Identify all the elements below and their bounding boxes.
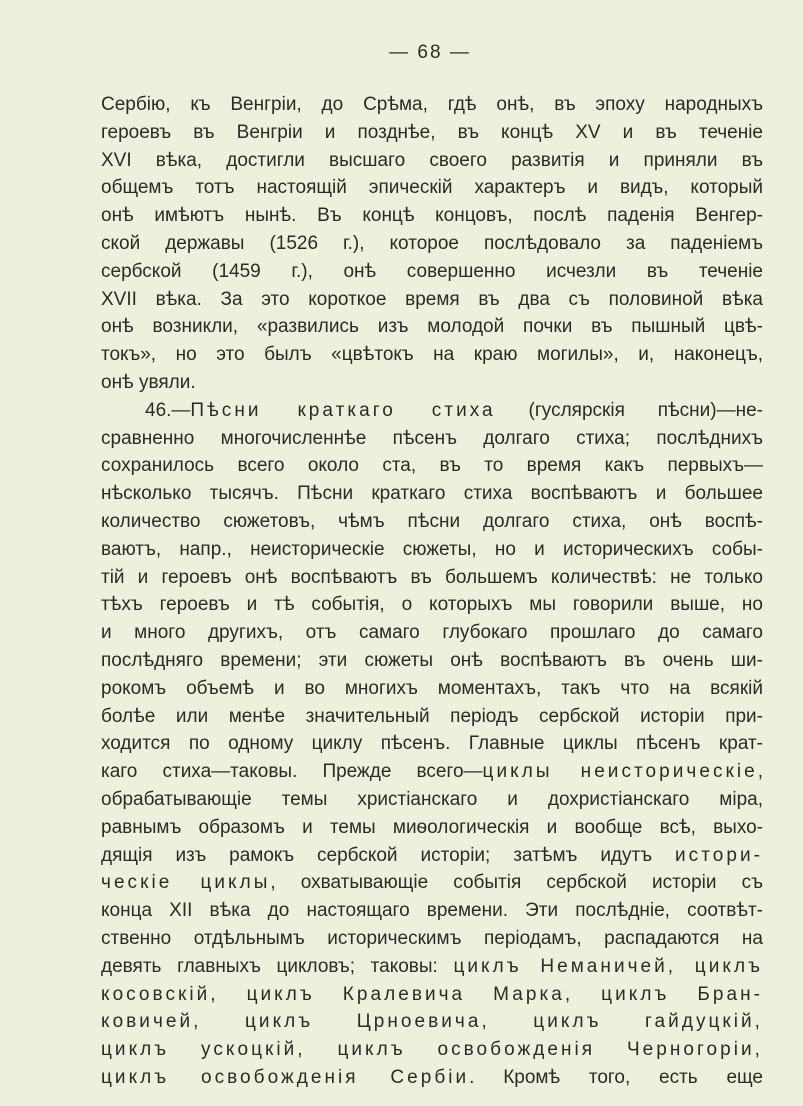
text-line	[101, 1064, 763, 1092]
text-line	[101, 619, 763, 647]
text-segment: равнымъ образомъ и темы миѳологическія и вообще всѣ, выхо-	[101, 816, 763, 838]
text-line	[101, 313, 763, 341]
text-segment: сравненно многочисленнѣе пѣсенъ долгаго стиха; послѣднихъ	[101, 427, 763, 449]
text-segment: и много другихъ, отъ самаго глубокаго прошлаго до самаго	[101, 622, 763, 644]
spaced-emphasis-text: косовскій, циклъ Кралевича Марка, циклъ Бран-	[101, 983, 763, 1005]
spaced-emphasis-text: циклы неисторическіе	[482, 761, 758, 783]
text-segment: рокомъ объемѣ и во многихъ моментахъ, такъ что на всякій	[101, 677, 763, 699]
text-segment: количество сюжетовъ, чѣмъ пѣсни долгаго стиха, онѣ воспѣ-	[101, 510, 763, 532]
text-segment: каго стиха—таковы. Прежде всего—	[101, 761, 483, 783]
text-line	[101, 174, 763, 202]
text-segment: . Кромѣ того, есть еще	[469, 1066, 763, 1088]
text-segment: обрабатывающіе темы христіанскаго и дохристіанскаго міра,	[101, 788, 763, 810]
text-line	[101, 480, 763, 508]
text-segment: общемъ тотъ настоящій эпическій характеръ и видъ, который	[101, 177, 763, 199]
spaced-emphasis-text: циклъ ускоцкій, циклъ освобожденія Черногоріи,	[101, 1039, 763, 1061]
text-line	[101, 675, 763, 703]
text-line	[101, 536, 763, 564]
text-line	[101, 786, 763, 814]
text-line	[101, 897, 763, 925]
text-segment: онѣ увяли.	[101, 371, 196, 393]
spaced-emphasis-text: Пѣсни краткаго стиха	[190, 399, 496, 421]
text-line	[101, 202, 763, 230]
spaced-emphasis-text: ческіе циклы	[101, 872, 271, 894]
page-number: — 68 —	[389, 42, 471, 63]
text-segment: болѣе или менѣе значительный періодъ сербской исторіи при-	[101, 705, 763, 727]
text-segment: XVI вѣка, достигли высшаго своего развитія и приняли въ	[101, 149, 763, 171]
text-segment: ственно отдѣльнымъ историческимъ періодамъ, распадаются на	[101, 927, 763, 949]
text-segment: токъ», но это былъ «цвѣтокъ на краю могилы», и, наконецъ,	[101, 344, 763, 366]
text-line	[101, 341, 763, 369]
text-segment: XVII вѣка. За это короткое время въ два съ половиной вѣка	[101, 288, 763, 310]
text-line	[101, 814, 763, 842]
text-segment: 46.—	[145, 399, 191, 421]
text-segment: онѣ возникли, «развились изъ молодой почки въ пышный цвѣ-	[101, 316, 763, 338]
text-line	[101, 425, 763, 453]
spaced-emphasis-text: ковичей, циклъ Црноевича, циклъ гайдуцкій,	[101, 1011, 763, 1033]
text-line	[101, 591, 763, 619]
text-segment: ,	[757, 761, 763, 783]
text-line	[101, 147, 763, 175]
text-segment: девять главныхъ цикловъ; таковы:	[101, 955, 454, 977]
text-line	[101, 869, 763, 897]
text-line	[101, 842, 763, 870]
text-line	[101, 953, 763, 981]
text-line	[101, 397, 763, 425]
spaced-emphasis-text: циклъ Неманичей, циклъ	[453, 955, 763, 977]
text-line	[101, 91, 763, 119]
text-segment: ваютъ, напр., неисторическіе сюжеты, но и историческихъ собы-	[101, 538, 763, 560]
body-text	[101, 91, 763, 1092]
text-segment: конца XII вѣка до настоящаго времени. Эти послѣдніе, соотвѣт-	[101, 900, 763, 922]
text-line	[101, 925, 763, 953]
text-segment: онѣ имѣютъ нынѣ. Въ концѣ концовъ, послѣ паденія Венгер-	[101, 205, 763, 227]
text-line	[101, 230, 763, 258]
text-segment: ской державы (1526 г.), которое послѣдовало за паденіемъ	[101, 232, 763, 254]
text-line	[101, 119, 763, 147]
text-segment: тѣхъ героевъ и тѣ событія, о которыхъ мы говорили выше, но	[101, 594, 763, 616]
text-line	[101, 1036, 763, 1064]
text-line	[101, 508, 763, 536]
text-segment: , охватывающіе событія сербской исторіи съ	[270, 872, 763, 894]
text-line	[101, 369, 763, 397]
text-segment: нѣсколько тысячъ. Пѣсни краткаго стиха воспѣваютъ и большее	[101, 483, 763, 505]
text-line	[101, 758, 763, 786]
text-segment: тій и героевъ онѣ воспѣваютъ въ большемъ количествѣ: не только	[101, 566, 763, 588]
spaced-emphasis-text: истори-	[675, 844, 763, 866]
text-line	[101, 730, 763, 758]
spaced-emphasis-text: циклъ освобожденія Сербіи	[101, 1066, 470, 1088]
text-line	[101, 452, 763, 480]
text-line	[101, 981, 763, 1009]
text-segment: послѣдняго времени; эти сюжеты онѣ воспѣваютъ въ очень ши-	[101, 649, 763, 671]
text-line	[101, 286, 763, 314]
text-line	[101, 564, 763, 592]
text-segment: дящія изъ рамокъ сербской исторіи; затѣмъ идутъ	[101, 844, 676, 866]
text-segment: ходится по одному циклу пѣсенъ. Главные циклы пѣсенъ крат-	[101, 733, 763, 755]
text-line	[101, 258, 763, 286]
text-segment: Сербію, къ Венгріи, до Срѣма, гдѣ онѣ, въ эпоху народныхъ	[101, 94, 763, 115]
text-segment: (гуслярскія пѣсни)—не-	[495, 399, 763, 421]
text-line	[101, 703, 763, 731]
text-segment: сохранилось всего около ста, въ то время какъ первыхъ—	[101, 455, 763, 477]
text-segment: сербской (1459 г.), онѣ совершенно исчезли въ теченіе	[101, 260, 763, 282]
text-line	[101, 1008, 763, 1036]
text-line	[101, 647, 763, 675]
text-segment: героевъ въ Венгріи и позднѣе, въ концѣ XV и въ теченіе	[101, 121, 763, 143]
